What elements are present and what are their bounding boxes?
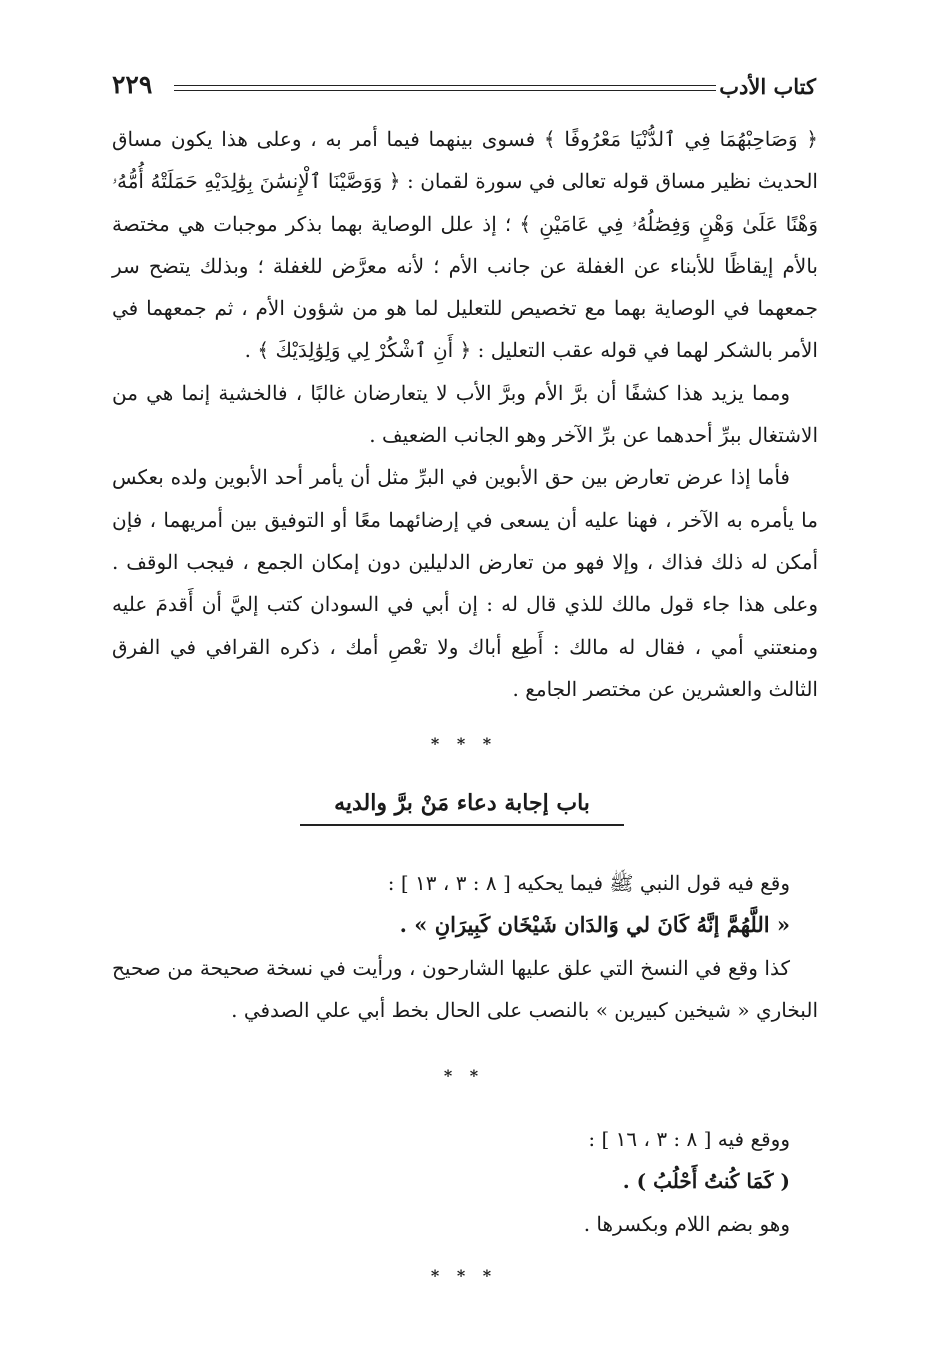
entry-quote: ( كَمَا كُنتُ أَحْلُبُ ) . (622, 1169, 790, 1194)
entry-intro: ووقع فيه [ ٨ : ٣ ، ١٦ ] : (588, 1127, 790, 1151)
hadith-text: « اللَّهُمَّ إنَّهُ كَانَ لي وَالدَان شَيْخَان كَبِيرَانِ » . (399, 912, 790, 938)
paragraph-1: ﴿ وَصَاحِبْهُمَا فِي ٱلدُّنْيَا مَعْرُوفًا ﴾ فسوى بينهما فيما أمر به ، وعلى هذا يكون مساق الحديث نظير مساق قوله تعالى في سورة لقمان : ﴿ وَوَصَّيْنَا ٱلْإِنسَٰنَ بِوَٰلِدَيْهِ حَمَلَتْهُ أُمُّهُۥ وَهْنًا عَلَىٰ وَهْنٍ وَفِصَٰلُهُۥ فِي عَامَيْنِ ﴾ ؛ إذ علل الوصاية بهما بذكر موجبات هي مختصة بالأم إيقاظًا للأبناء عن الغفلة عن جانب الأم ؛ لأنه معرَّض للغفلة ؛ وبذلك يتضح سر جمعهما في الوصاية بهما مع تخصيص للتعليل لما هو من شؤون الأم ، ثم جمعهما في الأمر بالشكر لهما في قوله عقب التعليل : ﴿ أَنِ ٱشْكُرْ لِي وَلِوَٰلِدَيْكَ ﴾ . (112, 127, 819, 363)
second-entry (112, 1118, 818, 1245)
section-separator: * * * (430, 1266, 498, 1285)
header-rule (174, 85, 716, 91)
hadith-intro: وقع فيه قول النبي ﷺ فيما يحكيه [ ٨ : ٣ ، ١٣ ] : (387, 871, 790, 895)
chapter-title: باب إجابة دعاء مَنْ برَّ والديه (300, 790, 624, 826)
running-header (112, 70, 816, 106)
paragraph-2: ومما يزيد هذا كشفًا أن برَّ الأم وبرَّ الأب لا يتعارضان غالبًا ، فالخشية إنما هي من الاشتغال ببرِّ أحدهما عن برِّ الآخر وهو الجانب الضعيف . (112, 380, 818, 448)
entry-note: وهو بضم اللام وبكسرها . (583, 1211, 790, 1236)
chapter-body (112, 862, 818, 1031)
page-number: ٢٢٩ (112, 70, 153, 99)
paragraph-3: فأما إذا عرض تعارض بين حق الأبوين في البرِّ مثل أن يأمر أحد الأبوين ولده بعكس ما يأمره به الآخر ، فهنا عليه أن يسعى في إرضائهما معًا أو التوفيق بين أمريهما ، فإن أمكن له ذلك فذاك ، وإلا فهو من تعارض الدليلين دون إمكان الجمع ، فيجب الوقف . وعلى هذا جاء قول مالك للذي قال له : إن أبي في السودان كتب إليَّ أن أَقدمَ عليه ومنعتني أمي ، فقال له مالك : أَطِع أباك ولا تعْصِ أمك ، ذكره القرافي في الفرق الثالث والعشرين عن مختصر الجامع . (112, 465, 818, 701)
main-text (112, 118, 818, 710)
section-separator: * * * (430, 734, 498, 753)
header-title: كتاب الأدب (719, 74, 816, 99)
section-separator: * * (443, 1066, 485, 1085)
hadith-note: كذا وقع في النسخ التي علق عليها الشارحون ، ورأيت في نسخة صحيحة من صحيح البخاري « شيخين كبيرين » بالنصب على الحال بخط أبي علي الصدفي . (112, 955, 818, 1022)
